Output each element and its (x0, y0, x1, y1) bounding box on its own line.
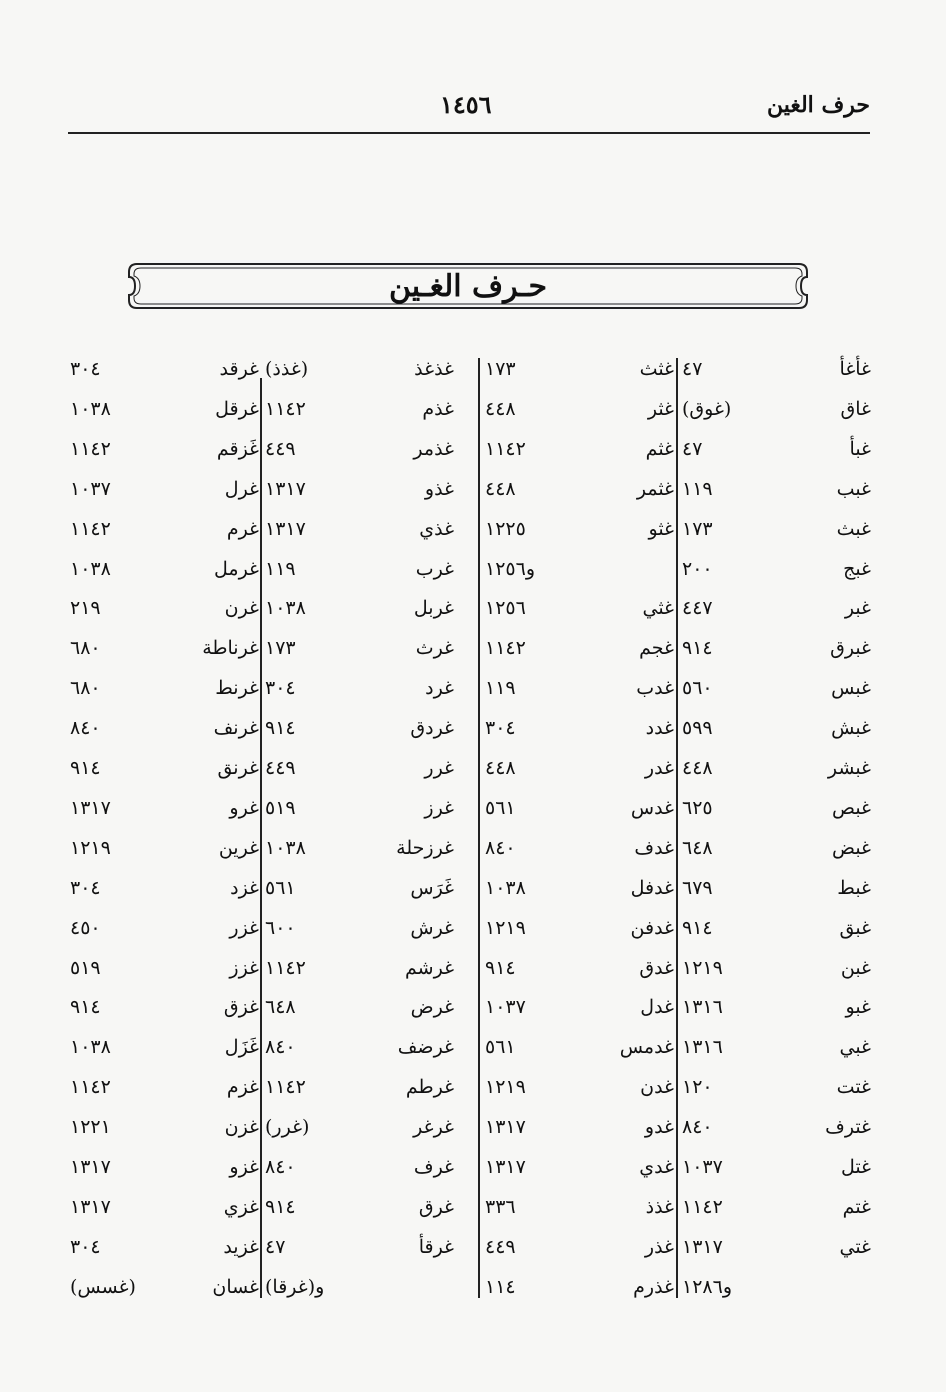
entry-page-ref: ٤٤٨ (485, 757, 516, 779)
entry-page-ref: ١١٤٢ (485, 637, 526, 660)
index-entry (481, 476, 676, 516)
entry-term: غرين (218, 836, 259, 859)
entry-term: غرقل (215, 397, 259, 420)
index-entry (678, 556, 873, 596)
column-divider (676, 358, 678, 1298)
entry-page-ref: ١٠٣٨ (265, 597, 306, 620)
entry-page-ref: ١٢٢٥ (485, 517, 526, 540)
entry-term: غَزقم (216, 437, 259, 460)
entry-term: غرم (226, 517, 259, 540)
entry-page-ref: (غسس) (70, 1275, 136, 1298)
entry-term: غترف (825, 1116, 871, 1139)
entry-term: غرب (415, 557, 454, 580)
entry-page-ref: (غذذ) (265, 358, 309, 380)
entry-term: غَرَس (410, 876, 454, 899)
header-rule (68, 132, 870, 134)
entry-term: غرق (418, 1195, 454, 1218)
entry-term: غرل (224, 477, 259, 500)
entry-term: غتم (842, 1195, 871, 1218)
entry-term: غرقأ (418, 1235, 454, 1258)
index-entry (678, 1034, 873, 1074)
entry-page-ref: ٥٦١ (485, 1036, 516, 1059)
entry-term: غزق (223, 996, 259, 1019)
index-entry (481, 516, 676, 556)
entry-term: غبو (845, 996, 871, 1019)
entry-page-ref: ١٧٣ (682, 517, 713, 540)
entry-page-ref: ١٢١٩ (485, 916, 526, 939)
entry-term: غرقد (219, 358, 259, 380)
entry-page-ref: ٣٠٤ (265, 677, 296, 700)
entry-page-ref: ٣٣٦ (485, 1195, 516, 1218)
entry-term: غرش (410, 916, 454, 939)
entry-term: غبرق (830, 637, 871, 660)
entry-term: غرشم (405, 956, 454, 979)
entry-term: غدن (640, 1076, 674, 1099)
entry-term: غسان (212, 1275, 259, 1298)
entry-page-ref: ١٣١٧ (70, 1156, 111, 1178)
entry-page-ref: ٨٤٠ (70, 717, 101, 740)
entry-term: غثث (639, 358, 674, 380)
entry-term: غذر (644, 1235, 674, 1258)
entry-term: غدل (640, 996, 674, 1019)
entry-term: غرف (413, 1156, 454, 1178)
index-entry (261, 635, 456, 675)
index-entry (66, 1194, 261, 1234)
entry-term: غجم (639, 637, 674, 660)
index-entry (678, 755, 873, 795)
index-entry (678, 715, 873, 755)
entry-term: غذو (424, 477, 454, 500)
entry-page-ref: ٦٢٥ (682, 796, 713, 819)
index-entry (261, 556, 456, 596)
entry-term: غذي (419, 517, 454, 540)
index-entry (678, 795, 873, 835)
entry-page-ref: ٤٧ (682, 358, 703, 380)
index-entry (261, 675, 456, 715)
entry-page-ref: ٦٨٠ (70, 677, 101, 700)
entry-page-ref: ١١٤٢ (70, 437, 111, 460)
index-entry (66, 1114, 261, 1154)
index-entry (261, 1074, 456, 1114)
entry-term: غبس (831, 677, 871, 700)
entry-page-ref: ٤٤٨ (485, 397, 516, 420)
index-entry (481, 915, 676, 955)
entry-page-ref: ٨٤٠ (485, 836, 516, 859)
index-entry (481, 1234, 676, 1274)
index-entry (481, 1034, 676, 1074)
index-entry (261, 955, 456, 995)
index-entry (66, 875, 261, 915)
entry-term: غرنق (217, 757, 259, 779)
entry-term: غدفن (630, 916, 674, 939)
entry-page-ref: ٤٤٩ (265, 437, 296, 460)
entry-page-ref: ٤٧ (682, 437, 703, 460)
entry-term: غدفل (630, 876, 674, 899)
entry-term: غزر (229, 916, 259, 939)
entry-term: غتي (839, 1235, 871, 1258)
entry-page-ref: و١٢٨٦ (682, 1275, 733, 1298)
entry-page-ref: (غرر) (265, 1116, 310, 1139)
index-entry (66, 356, 261, 396)
entry-term: غزيد (223, 1235, 259, 1258)
index-entry (678, 595, 873, 635)
entry-page-ref: ٣٠٤ (70, 358, 101, 380)
entry-page-ref: ٢١٩ (70, 597, 101, 620)
index-entry (481, 1114, 676, 1154)
entry-page-ref: ٨٤٠ (265, 1156, 296, 1178)
index-entry (678, 1274, 873, 1314)
entry-page-ref: و١٢٥٦ (485, 557, 536, 580)
index-entry (66, 835, 261, 875)
entry-term: غزو (229, 1156, 259, 1178)
index-entry (261, 795, 456, 835)
entry-term: غذمر (413, 437, 454, 460)
index-entry (261, 595, 456, 635)
entry-page-ref: ١١٤٢ (70, 1076, 111, 1099)
index-entry (678, 675, 873, 715)
entry-term: غدمس (619, 1036, 674, 1059)
entry-term: غتل (840, 1156, 871, 1178)
entry-page-ref: ٩١٤ (485, 956, 516, 979)
index-entry (481, 675, 676, 715)
index-entry (481, 795, 676, 835)
entry-page-ref: ٥٩٩ (682, 717, 713, 740)
entry-page-ref: ١٢١٩ (485, 1076, 526, 1099)
entry-term: غتت (836, 1076, 871, 1099)
index-entry (678, 356, 873, 396)
entry-term: غذم (422, 397, 454, 420)
entry-page-ref: ٦٠٠ (265, 916, 296, 939)
index-entry (481, 396, 676, 436)
entry-term: غزن (224, 1116, 259, 1139)
index-entry (481, 875, 676, 915)
index-entry (66, 915, 261, 955)
entry-page-ref: ١٠٣٧ (485, 996, 526, 1019)
entry-term: غرطم (405, 1076, 454, 1099)
index-entry (678, 436, 873, 476)
index-entry (261, 436, 456, 476)
entry-term: غرض (410, 996, 454, 1019)
entry-page-ref: ٥١٩ (70, 956, 101, 979)
entry-page-ref: ٨٤٠ (682, 1116, 713, 1139)
entry-page-ref: ٥١٩ (265, 796, 296, 819)
index-entry (66, 1034, 261, 1074)
entry-term: غرز (424, 796, 454, 819)
entry-page-ref: ٦٤٨ (265, 996, 296, 1019)
entry-page-ref: ١١٤٢ (682, 1195, 723, 1218)
entry-page-ref: ١٢٥٦ (485, 597, 526, 620)
entry-term: غرغر (413, 1116, 454, 1139)
entry-term: غزز (229, 956, 259, 979)
entry-page-ref: ١٠٣٨ (70, 557, 111, 580)
entry-page-ref: ١١٤ (485, 1275, 516, 1298)
index-entry (678, 396, 873, 436)
index-entry (261, 516, 456, 556)
entry-page-ref: ٤٤٩ (485, 1235, 516, 1258)
index-entry (261, 1114, 456, 1154)
entry-term: غدق (639, 956, 674, 979)
entry-term: غرد (425, 677, 454, 700)
index-entry (678, 955, 873, 995)
entry-page-ref: ١٢٠ (682, 1076, 713, 1099)
entry-term: غرزحلة (396, 836, 454, 859)
index-entry (66, 396, 261, 436)
index-entry (66, 955, 261, 995)
index-entry (66, 595, 261, 635)
entry-page-ref: ١٢١٩ (682, 956, 723, 979)
entry-term: غأغأ (839, 358, 871, 380)
index-entry (678, 1194, 873, 1234)
index-entry (261, 476, 456, 516)
entry-page-ref: ٥٦٠ (682, 677, 713, 700)
entry-page-ref: ٤٥٠ (70, 916, 101, 939)
index-entry (66, 715, 261, 755)
entry-page-ref: ٥٦١ (485, 796, 516, 819)
index-entry (66, 556, 261, 596)
column-divider (478, 358, 480, 1298)
index-entry (678, 635, 873, 675)
entry-term: غدي (639, 1156, 674, 1178)
entry-term: غذذ (645, 1195, 674, 1218)
index-entry (261, 396, 456, 436)
chapter-title: حـرف الغـين (388, 268, 548, 304)
index-entry (261, 1234, 456, 1274)
index-entry (261, 1194, 456, 1234)
entry-page-ref: ١٣١٧ (485, 1116, 526, 1139)
index-entry (481, 955, 676, 995)
index-entry (261, 875, 456, 915)
entry-page-ref: ٤٧ (265, 1235, 286, 1258)
index-entry (261, 1034, 456, 1074)
entry-term: غزم (226, 1076, 259, 1099)
index-entry (261, 915, 456, 955)
entry-term: غزد (230, 876, 259, 899)
entry-page-ref: ١٠٣٨ (265, 836, 306, 859)
entry-term: غثو (648, 517, 674, 540)
index-entry (481, 1154, 676, 1194)
entry-term: غرر (424, 757, 454, 779)
index-entry (261, 1274, 456, 1314)
index-entry (678, 1154, 873, 1194)
entry-term: غرضف (397, 1036, 454, 1059)
entry-page-ref: ١٠٣٧ (682, 1156, 723, 1178)
index-entry (66, 755, 261, 795)
index-entry (66, 635, 261, 675)
index-entry (678, 875, 873, 915)
entry-term: غرنط (215, 677, 259, 700)
entry-term: غثي (642, 597, 674, 620)
index-entry (481, 755, 676, 795)
entry-page-ref: ٩١٤ (70, 757, 101, 779)
entry-page-ref: ٩١٤ (70, 996, 101, 1019)
entry-page-ref: ١٧٣ (485, 358, 516, 380)
index-column-1 (678, 356, 873, 1316)
page-number: ١٤٥٦ (440, 90, 492, 119)
entry-page-ref: ١٠٣٧ (70, 477, 111, 500)
index-entry (261, 994, 456, 1034)
index-entry (66, 476, 261, 516)
entry-page-ref: ١١٤٢ (485, 437, 526, 460)
entry-term: غربل (413, 597, 454, 620)
entry-term: غبج (843, 557, 871, 580)
index-entry (678, 516, 873, 556)
index-entry (66, 795, 261, 835)
index-entry (678, 915, 873, 955)
entry-page-ref: ١٣١٧ (70, 796, 111, 819)
index-column-4 (66, 356, 261, 1316)
index-entry (678, 994, 873, 1034)
index-entry (481, 1274, 676, 1314)
entry-page-ref: ١٧٣ (265, 637, 296, 660)
index-entry (66, 994, 261, 1034)
entry-page-ref: ٩١٤ (682, 916, 713, 939)
index-entry (481, 1194, 676, 1234)
index-entry (678, 1074, 873, 1114)
entry-page-ref: ٢٠٠ (682, 557, 713, 580)
index-entry (261, 715, 456, 755)
entry-term: غبق (839, 916, 871, 939)
entry-term: غدد (645, 717, 674, 740)
running-title: حرف الغين (766, 92, 870, 118)
entry-term: غذرم (633, 1275, 674, 1298)
entry-page-ref: ٦٨٠ (70, 637, 101, 660)
entry-term: غرنف (213, 717, 259, 740)
column-divider (260, 378, 262, 1298)
entry-term: غَزَل (224, 1036, 259, 1059)
entry-term: غبي (839, 1036, 871, 1059)
index-entry (261, 356, 456, 396)
entry-page-ref: ٩١٤ (682, 637, 713, 660)
index-entry (261, 835, 456, 875)
entry-page-ref: ١١٤٢ (265, 956, 306, 979)
index-entry (66, 1154, 261, 1194)
entry-term: غدب (636, 677, 674, 700)
entry-page-ref: ٤٤٩ (265, 757, 296, 779)
entry-page-ref: ٩١٤ (265, 717, 296, 740)
entry-page-ref: ١٢١٩ (70, 836, 111, 859)
index-entry (678, 1234, 873, 1274)
entry-term: غبث (836, 517, 871, 540)
chapter-title-frame (127, 262, 809, 310)
index-column-2 (481, 356, 676, 1316)
entry-term: غبش (831, 717, 871, 740)
entry-page-ref: ٨٤٠ (265, 1036, 296, 1059)
entry-page-ref: ١٢٢١ (70, 1116, 111, 1139)
index-entry (678, 835, 873, 875)
entry-page-ref: ١١٩ (485, 677, 516, 700)
index-column-3 (261, 356, 456, 1316)
index-entry (481, 1074, 676, 1114)
entry-term: غثر (647, 397, 674, 420)
page-header (68, 92, 870, 124)
index-entry (261, 755, 456, 795)
index-entry (678, 1114, 873, 1154)
entry-page-ref: ١٣١٧ (485, 1156, 526, 1178)
index-entry (481, 635, 676, 675)
entry-page-ref: ٤٤٨ (485, 477, 516, 500)
entry-page-ref: ١١٩ (265, 557, 296, 580)
entry-page-ref: ٦٧٩ (682, 876, 713, 899)
entry-term: غذغذ (414, 358, 454, 380)
index-table (66, 356, 876, 1316)
entry-page-ref: ١٣١٧ (682, 1235, 723, 1258)
entry-page-ref: ٥٦١ (265, 876, 296, 899)
entry-term: غبب (836, 477, 871, 500)
entry-page-ref: ٦٤٨ (682, 836, 713, 859)
entry-term: غرناطة (202, 637, 259, 660)
entry-term: غبض (832, 836, 871, 859)
index-entry (481, 556, 676, 596)
index-entry (481, 994, 676, 1034)
index-entry (481, 436, 676, 476)
entry-term: غدس (630, 796, 674, 819)
entry-term: غبأ (849, 437, 871, 460)
entry-term: غبشر (827, 757, 871, 779)
entry-page-ref: ٣٠٤ (70, 1235, 101, 1258)
entry-page-ref: ١٣١٧ (70, 1195, 111, 1218)
entry-page-ref: ١٠٣٨ (485, 876, 526, 899)
entry-page-ref: ١٣١٦ (682, 996, 723, 1019)
entry-page-ref: ١٣١٦ (682, 1036, 723, 1059)
entry-page-ref: ١١٩ (682, 477, 713, 500)
index-entry (66, 675, 261, 715)
entry-page-ref: ٤٤٧ (682, 597, 713, 620)
index-entry (261, 1154, 456, 1194)
entry-page-ref: ١٠٣٨ (70, 1036, 111, 1059)
entry-page-ref: ٩١٤ (265, 1195, 296, 1218)
entry-term: غرمل (214, 557, 259, 580)
entry-term: غبص (832, 796, 871, 819)
entry-term: غدو (644, 1116, 674, 1139)
entry-term: غزي (223, 1195, 259, 1218)
index-entry (66, 1074, 261, 1114)
entry-page-ref: (غوق) (682, 397, 732, 420)
entry-page-ref: ٣٠٤ (485, 717, 516, 740)
entry-term: غرو (229, 796, 259, 819)
entry-page-ref: ١٠٣٨ (70, 397, 111, 420)
entry-term: غبط (837, 876, 871, 899)
entry-term: غبر (844, 597, 871, 620)
entry-term: غدف (634, 836, 674, 859)
index-entry (481, 356, 676, 396)
entry-term: غاق (840, 397, 871, 420)
entry-page-ref: و(غرقا) (265, 1275, 325, 1298)
entry-term: غدر (644, 757, 674, 779)
entry-term: غبن (840, 956, 871, 979)
entry-term: غرن (224, 597, 259, 620)
index-entry (678, 476, 873, 516)
index-entry (66, 1234, 261, 1274)
index-entry (66, 436, 261, 476)
index-entry (66, 516, 261, 556)
entry-term: غرث (415, 637, 454, 660)
index-entry (481, 835, 676, 875)
entry-page-ref: ١١٤٢ (265, 1076, 306, 1099)
entry-term: غثمر (636, 477, 674, 500)
index-entry (481, 715, 676, 755)
entry-page-ref: ١١٤٢ (70, 517, 111, 540)
entry-page-ref: ١٣١٧ (265, 477, 306, 500)
index-entry (66, 1274, 261, 1314)
index-entry (481, 595, 676, 635)
entry-page-ref: ٣٠٤ (70, 876, 101, 899)
entry-page-ref: ٤٤٨ (682, 757, 713, 779)
entry-term: غردق (410, 717, 454, 740)
entry-term: غثم (645, 437, 674, 460)
entry-page-ref: ١١٤٢ (265, 397, 306, 420)
entry-page-ref: ١٣١٧ (265, 517, 306, 540)
